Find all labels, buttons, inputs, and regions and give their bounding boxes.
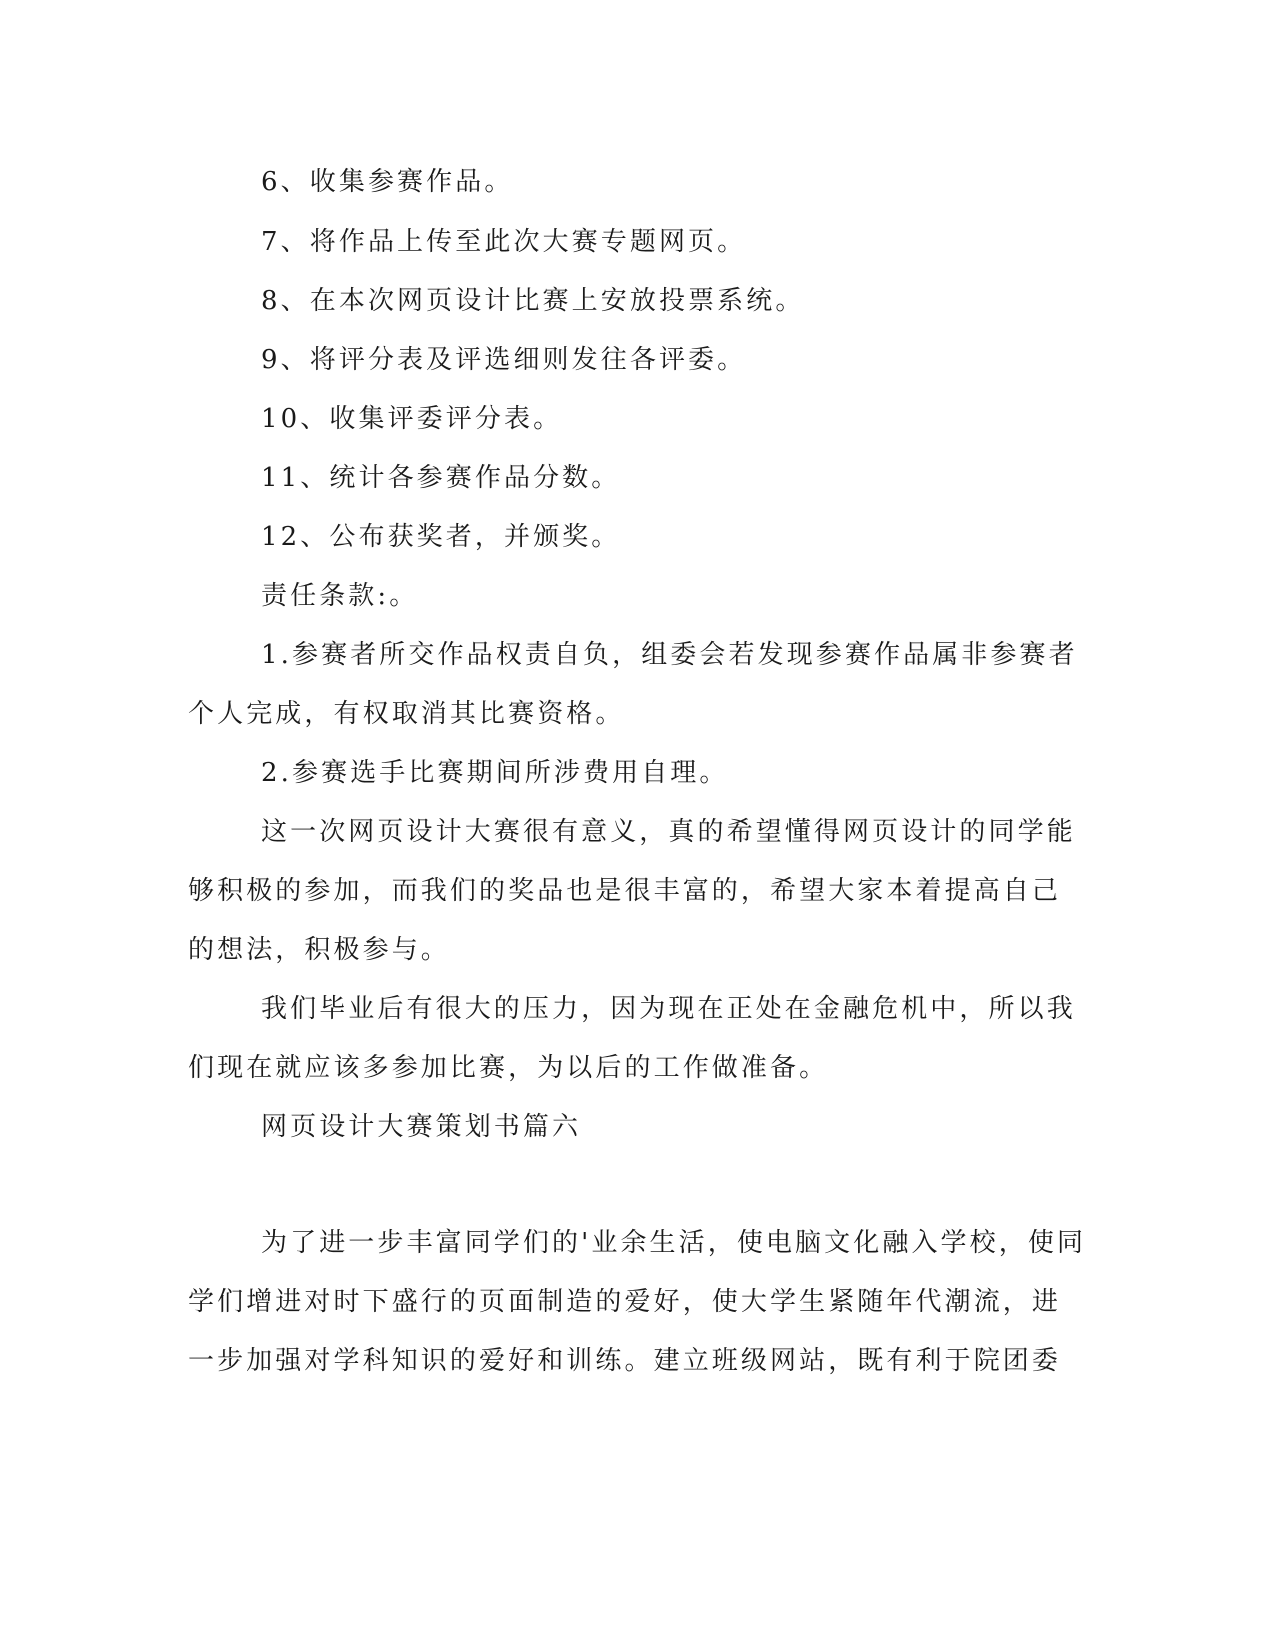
step-item: 12、公布获奖者，并颁奖。 — [261, 522, 621, 552]
terms-item-1-line-1: 1.参赛者所交作品权责自负，组委会若发现参赛作品属非参赛者 — [261, 640, 1078, 670]
paragraph-2-line-1: 我们毕业后有很大的压力，因为现在正处在金融危机中，所以我 — [261, 994, 1076, 1024]
paragraph-1-line-1: 这一次网页设计大赛很有意义，真的希望懂得网页设计的同学能 — [261, 817, 1076, 847]
step-item: 9、将评分表及评选细则发往各评委。 — [261, 345, 747, 375]
step-item: 6、收集参赛作品。 — [261, 167, 514, 197]
paragraph-2-line-2: 们现在就应该多参加比赛，为以后的工作做准备。 — [188, 1053, 829, 1083]
paragraph-3-line-3: 一步加强对学科知识的爱好和训练。建立班级网站，既有利于院团委 — [188, 1346, 1062, 1376]
step-item: 11、统计各参赛作品分数。 — [261, 463, 621, 493]
step-item: 7、将作品上传至此次大赛专题网页。 — [261, 227, 747, 257]
terms-item-2: 2.参赛选手比赛期间所涉费用自理。 — [261, 758, 729, 788]
paragraph-3-line-2: 学们增进对时下盛行的页面制造的爱好，使大学生紧随年代潮流，进 — [188, 1287, 1062, 1317]
terms-heading: 责任条款:。 — [261, 581, 419, 611]
paragraph-1-line-2: 够积极的参加，而我们的奖品也是很丰富的，希望大家本着提高自己 — [188, 876, 1062, 906]
step-item: 10、收集评委评分表。 — [261, 404, 563, 434]
section-title: 网页设计大赛策划书篇六 — [261, 1112, 582, 1142]
paragraph-1-line-3: 的想法，积极参与。 — [188, 935, 450, 965]
paragraph-3-line-1: 为了进一步丰富同学们的'业余生活，使电脑文化融入学校，使同 — [261, 1228, 1087, 1258]
step-item: 8、在本次网页设计比赛上安放投票系统。 — [261, 286, 805, 316]
terms-item-1-line-2: 个人完成，有权取消其比赛资格。 — [188, 699, 625, 729]
